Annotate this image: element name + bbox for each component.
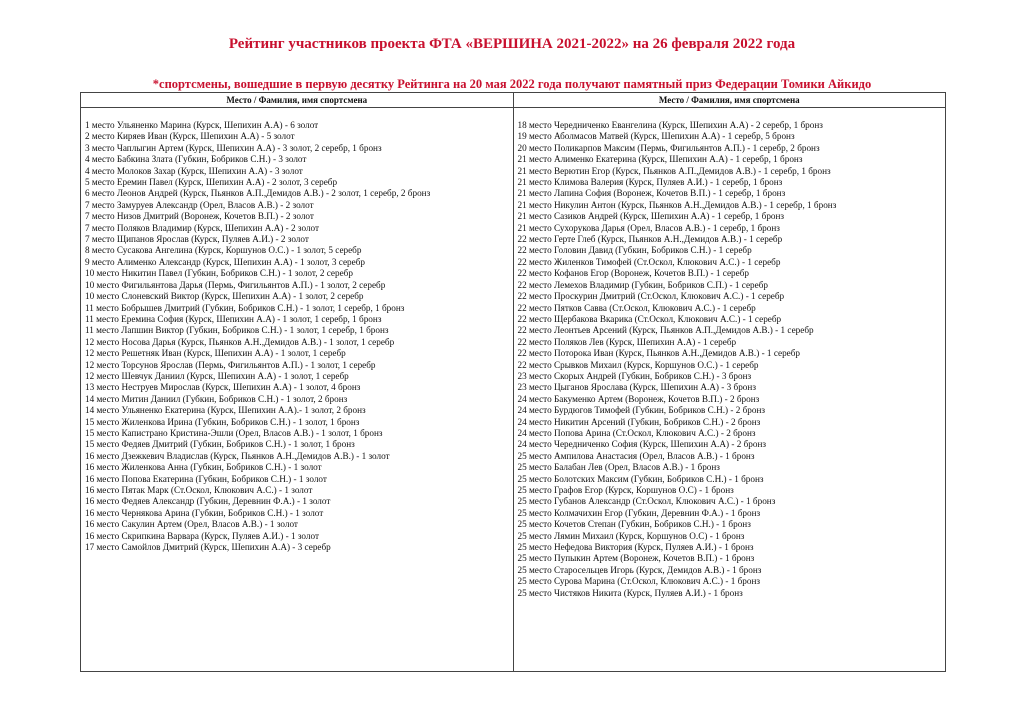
ranking-entry: 21 место Алименко Екатерина (Курск, Шепихин А.А) - 1 серебр, 1 бронз [517,154,803,165]
ranking-entry: 22 место Срывков Михаил (Курск, Коршунов О.С.) - 1 серебр [517,359,759,370]
ranking-entry: 16 место Скрипкина Варвара (Курск, Пуляев А.И.) - 1 золот [85,530,319,541]
ranking-entry: 11 место Бобрышев Дмитрий (Губкин, Бобриков С.Н.) - 1 золот, 1 серебр, 1 бронз [85,302,405,313]
ranking-entry: 7 место Низов Дмитрий (Воронеж, Кочетов В.П.) - 2 золот [85,211,314,222]
ranking-entry: 14 место Ульяненко Екатерина (Курск, Шепихин А.А).- 1 золот, 2 бронз [85,405,366,416]
ranking-entry: 9 место Алименко Александр (Курск, Шепихин А.А) - 1 золот, 3 серебр [85,256,366,267]
ranking-entry: 25 место Графов Егор (Курск, Коршунов О.С) - 1 бронз [517,485,734,495]
ranking-entry: 7 место Замуруев Александр (Орел, Власов А.В.) - 2 золот [85,199,314,210]
ranking-entry: 25 место Ампилова Анастасия (Орел, Власов А.В.) - 1 бронз [517,450,755,461]
ranking-entry: 11 место Лапшин Виктор (Губкин, Бобриков С.Н.) - 1 золот, 1 серебр, 1 бронз [85,325,389,336]
ranking-entry: 5 место Еремин Павел (Курск, Шепихин А.А) - 2 золот, 3 серебр [85,177,338,188]
ranking-entry: 16 место Чернякова Арина (Губкин, Бобриков С.Н.) - 1 золот [85,507,324,518]
column-header-right: Место / Фамилия, имя спортсмена [513,93,946,108]
ranking-entry: 4 место Молоков Захар (Курск, Шепихин А.А) - 3 золот [85,165,303,176]
ranking-entry: 24 место Никитин Арсений (Губкин, Бобриков С.Н.) - 2 бронз [517,416,761,427]
ranking-entry: 22 место Поляков Лев (Курск, Шепихин А.А) - 1 серебр [517,336,737,347]
ranking-entry: 2 место Киряев Иван (Курск, Шепихин А.А) - 5 золот [85,131,295,142]
ranking-entry: 21 место Никулин Антон (Курск, Пьянков А.Н.,Демидов А.В.) - 1 серебр, 1 бронз [517,199,837,210]
ranking-entry: 12 место Торсунов Ярослав (Пермь, Фигильянтов А.П.) - 1 золот, 1 серебр [85,359,376,370]
ranking-entry: 17 место Самойлов Дмитрий (Курск, Шепихин А.А) - 3 серебр [85,542,331,553]
left-column-cell [81,108,514,672]
ranking-entry: 15 место Капистрано Кристина-Эшли (Орел, Власов А.В.) - 1 золот, 1 бронз [85,427,383,438]
ranking-entry: 25 место Болотских Максим (Губкин, Бобриков С.Н.) - 1 бронз [517,473,764,484]
ranking-entry: 14 место Митин Даниил (Губкин, Бобриков С.Н.) - 1 золот, 2 бронз [85,393,348,404]
ranking-entry: 25 место Балабан Лев (Орел, Власов А.В.) - 1 бронз [517,462,720,473]
rating-table [80,92,946,672]
ranking-entry: 22 место Герте Глеб (Курск, Пьянков А.Н.,Демидов А.В.) - 1 серебр [517,234,783,245]
ranking-entry: 10 место Никитин Павел (Губкин, Бобриков С.Н.) - 1 золот, 2 серебр [85,268,353,279]
ranking-entry: 24 место Чередниченко София (Курск, Шепихин А.А) - 2 бронз [517,439,766,450]
ranking-entry: 12 место Шевчук Даниил (Курск, Шепихин А.А) - 1 золот, 1 серебр [85,370,349,381]
ranking-entry: 25 место Чистяков Никита (Курск, Пуляев А.И.) - 1 бронз [517,587,743,598]
ranking-entry: 23 место Цыганов Ярослава (Курск, Шепихин А.А) - 3 бронз [517,382,756,393]
table-header-row [81,93,946,108]
ranking-entry: 16 место Дзежкевич Владислав (Курск, Пьянков А.Н.,Демидов А.В.) - 1 золот [85,450,390,461]
ranking-entry: 18 место Чередниченко Евангелина (Курск, Шепихин А.А) - 2 серебр, 1 бронз [517,120,823,130]
ranking-entry: 20 место Поликарпов Максим (Пермь, Фигильянтов А.П.) - 1 серебр, 2 бронз [517,142,820,153]
ranking-entry: 13 место Неструев Мирослав (Курск, Шепихин А.А) - 1 золот, 4 бронз [85,382,361,393]
page-title: Рейтинг участников проекта ФТА «ВЕРШИНА 2021-2022» на 26 февраля 2022 года [228,36,796,52]
ranking-entry: 21 место Верютин Егор (Курск, Пьянков А.П.,Демидов А.В.) - 1 серебр, 1 бронз [517,165,831,176]
ranking-entry: 22 место Лемехов Владимир (Губкин, Бобриков С.П.) - 1 серебр [517,279,768,290]
left-ranking-list [81,108,513,553]
ranking-entry: 25 место Колмачихин Егор (Губкин, Деревнин Ф.А.) - 1 бронз [517,507,761,518]
ranking-entry: 16 место Федяев Александр (Губкин, Деревнин Ф.А.) - 1 золот [85,496,331,507]
ranking-entry: 19 место Аболмасов Матвей (Курск, Шепихин А.А) - 1 серебр, 5 бронз [517,131,795,142]
ranking-entry: 15 место Жиленкова Ирина (Губкин, Бобриков С.Н.) - 1 золот, 1 бронз [85,416,360,427]
ranking-entry: 21 место Лапина София (Воронеж, Кочетов В.П.) - 1 серебр, 1 бронз [517,188,786,199]
ranking-entry: 11 место Еремина София (Курск, Шепихин А.А) - 1 золот, 1 серебр, 1 бронз [85,313,382,324]
ranking-entry: 24 место Бакуменко Артем (Воронеж, Кочетов В.П.) - 2 бронз [517,393,760,404]
ranking-entry: 12 место Решетняк Иван (Курск, Шепихин А.А) - 1 золот, 1 серебр [85,348,346,359]
ranking-entry: 7 место Щипанов Ярослав (Курск, Пуляев А.И.) - 2 золот [85,234,309,245]
ranking-entry: 21 место Сухорукова Дарья (Орел, Власов А.В.) - 1 серебр, 1 бронз [517,222,780,233]
ranking-entry: 21 место Климова Валерия (Курск, Пуляев А.И.) - 1 серебр, 1 бронз [517,177,783,188]
ranking-entry: 22 место Леонтьев Арсений (Курск, Пьянков А.П.,Демидов А.В.) - 1 серебр [517,325,814,336]
ranking-entry: 22 место Поторока Иван (Курск, Пьянков А.Н.,Демидов А.В.) - 1 серебр [517,348,801,359]
ranking-entry: 23 место Скорых Андрей (Губкин, Бобриков С.Н.) - 3 бронз [517,370,752,381]
ranking-entry: 25 место Сурова Марина (Ст.Оскол, Клюкович А.С.) - 1 бронз [517,576,761,587]
ranking-entry: 21 место Сазиков Андрей (Курск, Шепихин А.А) - 1 серебр, 1 бронз [517,211,785,222]
ranking-entry: 22 место Головин Давид (Губкин, Бобриков С.Н.) - 1 серебр [517,245,752,256]
ranking-entry: 8 место Сусакова Ангелина (Курск, Коршунов О.С.) - 1 золот, 5 серебр [85,245,362,256]
ranking-entry: 24 место Бурдюгов Тимофей (Губкин, Бобриков С.Н.) - 2 бронз [517,405,766,416]
column-header-left: Место / Фамилия, имя спортсмена [81,93,514,108]
right-column-cell [513,108,946,672]
right-ranking-list [514,108,946,599]
ranking-entry: 25 место Губанов Александр (Ст.Оскол, Клюкович А.С.) - 1 бронз [517,496,776,507]
ranking-entry: 15 место Федяев Дмитрий (Губкин, Бобриков С.Н.) - 1 золот, 1 бронз [85,439,355,450]
ranking-entry: 7 место Поляков Владимир (Курск, Шепихин А.А) - 2 золот [85,222,320,233]
ranking-entry: 6 место Леонов Андрей (Курск, Пьянков А.П.,Демидов А.В.) - 2 золот, 1 серебр, 2 бронз [85,188,431,199]
ranking-entry: 25 место Пупыкин Артем (Воронеж, Кочетов В.П.) - 1 бронз [517,553,755,564]
ranking-entry: 22 место Щербакова Вкарика (Ст.Оскол, Клюкович А.С.) - 1 серебр [517,313,782,324]
ranking-entry: 4 место Бабкина Злата (Губкин, Бобриков С.Н.) - 3 золот [85,154,307,165]
ranking-entry: 22 место Пятков Савва (Ст.Оскол, Клюкович А.С.) - 1 серебр [517,302,756,313]
page-subtitle: *спортсмены, вошедшие в первую десятку Рейтинга на 20 мая 2022 года получают памятный приз Федерации Томики Айкидо [152,77,872,91]
ranking-entry: 16 место Жиленкова Анна (Губкин, Бобриков С.Н.) - 1 золот [85,462,322,473]
ranking-entry: 16 место Пятак Марк (Ст.Оскол, Клюкович А.С.) - 1 золот [85,485,313,495]
ranking-entry: 10 место Слоневский Виктор (Курск, Шепихин А.А) - 1 золот, 2 серебр [85,291,364,302]
ranking-entry: 25 место Кочетов Степан (Губкин, Бобриков С.Н.) - 1 бронз [517,519,751,530]
ranking-entry: 25 место Нефедова Виктория (Курск, Пуляев А.И.) - 1 бронз [517,542,754,553]
ranking-entry: 1 место Ульяненко Марина (Курск, Шепихин А.А) - 6 золот [85,120,319,130]
table-body-row [81,108,946,672]
ranking-entry: 3 место Чаплыгин Артем (Курск, Шепихин А.А) - 3 золот, 2 серебр, 1 бронз [85,142,382,153]
ranking-entry: 22 место Кофанов Егор (Воронеж, Кочетов В.П.) - 1 серебр [517,268,749,279]
ranking-entry: 12 место Носова Дарья (Курск, Пьянков А.Н.,Демидов А.В.) - 1 золот, 1 серебр [85,336,395,347]
ranking-entry: 25 место Старосельцев Игорь (Курск, Демидов А.В.) - 1 бронз [517,564,762,575]
ranking-entry: 25 место Лямин Михаил (Курск, Коршунов О.С) - 1 бронз [517,530,745,541]
ranking-entry: 16 место Сакулин Артем (Орел, Власов А.В.) - 1 золот [85,519,298,530]
ranking-entry: 22 место Проскурин Дмитрий (Ст.Оскол, Клюкович А.С.) - 1 серебр [517,291,785,302]
ranking-entry: 22 место Жиленков Тимофей (Ст.Оскол, Клюкович А.С.) - 1 серебр [517,256,781,267]
ranking-entry: 24 место Попова Арина (Ст.Оскол, Клюкович А.С.) - 2 бронз [517,427,756,438]
ranking-entry: 16 место Попова Екатерина (Губкин, Бобриков С.Н.) - 1 золот [85,473,327,484]
ranking-entry: 10 место Фигильянтова Дарья (Пермь, Фигильянтов А.П.) - 1 золот, 2 серебр [85,279,386,290]
